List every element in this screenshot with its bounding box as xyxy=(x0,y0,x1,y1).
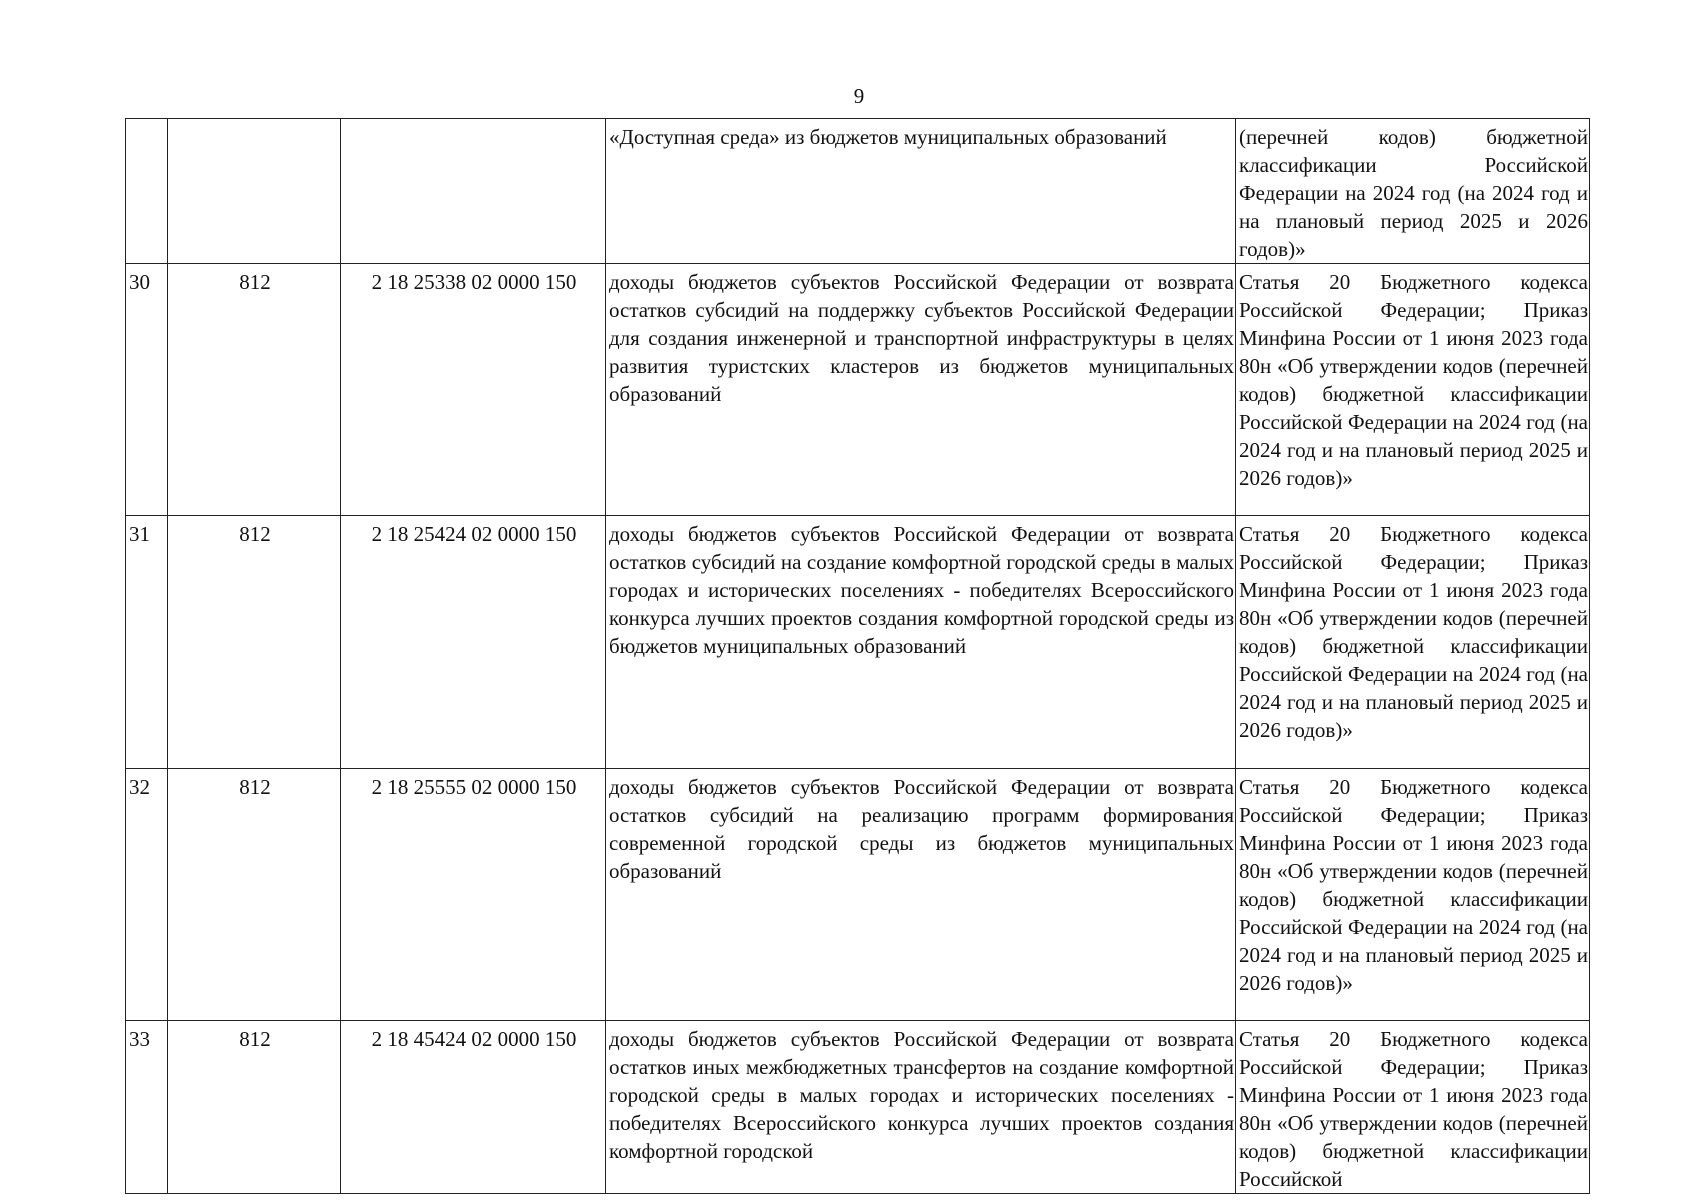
row-number-cell: 33 xyxy=(126,1021,168,1194)
table-row xyxy=(126,1021,1590,1194)
table-row xyxy=(126,119,1590,264)
budget-classification-code-cell: 2 18 45424 02 0000 150 xyxy=(341,1021,606,1194)
legal-basis-cell: Статья 20 Бюджетного кодекса Российской Федерации; Приказ Минфина России от 1 июня 2023 года 80н «Об утверждении кодов (перечней кодов) бюджетной классификации Российской Федерации на 2024 год (на 2024 год и на плановый период 2025 и 2026 годов)» xyxy=(1236,516,1590,769)
revenue-codes-table xyxy=(125,118,1590,1194)
revenue-name-cell: доходы бюджетов субъектов Российской Федерации от возврата остатков субсидий на реализацию программ формирования современной городской среды из бюджетов муниципальных образований xyxy=(606,769,1236,1021)
page-number: 9 xyxy=(853,84,865,108)
revenue-name-cell: доходы бюджетов субъектов Российской Федерации от возврата остатков субсидий на создание комфортной городской среды в малых городах и исторических поселениях - победителях Всероссийского конкурса лучших проектов создания комфортной городской среды из бюджетов муниципальных образований xyxy=(606,516,1236,769)
administrator-code-cell: 812 xyxy=(168,264,341,516)
budget-classification-code-cell xyxy=(341,119,606,264)
revenue-name-cell: доходы бюджетов субъектов Российской Федерации от возврата остатков иных межбюджетных трансфертов на создание комфортной городской среды в малых городах и исторических поселениях - победителях Всероссийского конкурса лучших проектов создания комфортной городской xyxy=(606,1021,1236,1194)
administrator-code-cell: 812 xyxy=(168,769,341,1021)
row-number-cell: 32 xyxy=(126,769,168,1021)
legal-basis-cell: Статья 20 Бюджетного кодекса Российской Федерации; Приказ Минфина России от 1 июня 2023 года 80н «Об утверждении кодов (перечней кодов) бюджетной классификации Российской Федерации на 2024 год (на 2024 год и на плановый период 2025 и 2026 годов)» xyxy=(1236,264,1590,516)
table-row xyxy=(126,516,1590,769)
legal-basis-cell: (перечней кодов) бюджетной классификации Российской Федерации на 2024 год (на 2024 год и на плановый период 2025 и 2026 годов)» xyxy=(1236,119,1590,264)
administrator-code-cell: 812 xyxy=(168,1021,341,1194)
row-number-cell: 30 xyxy=(126,264,168,516)
budget-classification-code-cell: 2 18 25338 02 0000 150 xyxy=(341,264,606,516)
legal-basis-cell: Статья 20 Бюджетного кодекса Российской Федерации; Приказ Минфина России от 1 июня 2023 года 80н «Об утверждении кодов (перечней кодов) бюджетной классификации Российской xyxy=(1236,1021,1590,1194)
revenue-name-cell: доходы бюджетов субъектов Российской Федерации от возврата остатков субсидий на поддержку субъектов Российской Федерации для создания инженерной и транспортной инфраструктуры в целях развития туристских кластеров из бюджетов муниципальных образований xyxy=(606,264,1236,516)
row-number-cell xyxy=(126,119,168,264)
table-row xyxy=(126,264,1590,516)
administrator-code-cell xyxy=(168,119,341,264)
revenue-name-cell: «Доступная среда» из бюджетов муниципальных образований xyxy=(606,119,1236,264)
administrator-code-cell: 812 xyxy=(168,516,341,769)
budget-classification-code-cell: 2 18 25424 02 0000 150 xyxy=(341,516,606,769)
table-row xyxy=(126,769,1590,1021)
legal-basis-cell: Статья 20 Бюджетного кодекса Российской Федерации; Приказ Минфина России от 1 июня 2023 года 80н «Об утверждении кодов (перечней кодов) бюджетной классификации Российской Федерации на 2024 год (на 2024 год и на плановый период 2025 и 2026 годов)» xyxy=(1236,769,1590,1021)
budget-classification-code-cell: 2 18 25555 02 0000 150 xyxy=(341,769,606,1021)
row-number-cell: 31 xyxy=(126,516,168,769)
